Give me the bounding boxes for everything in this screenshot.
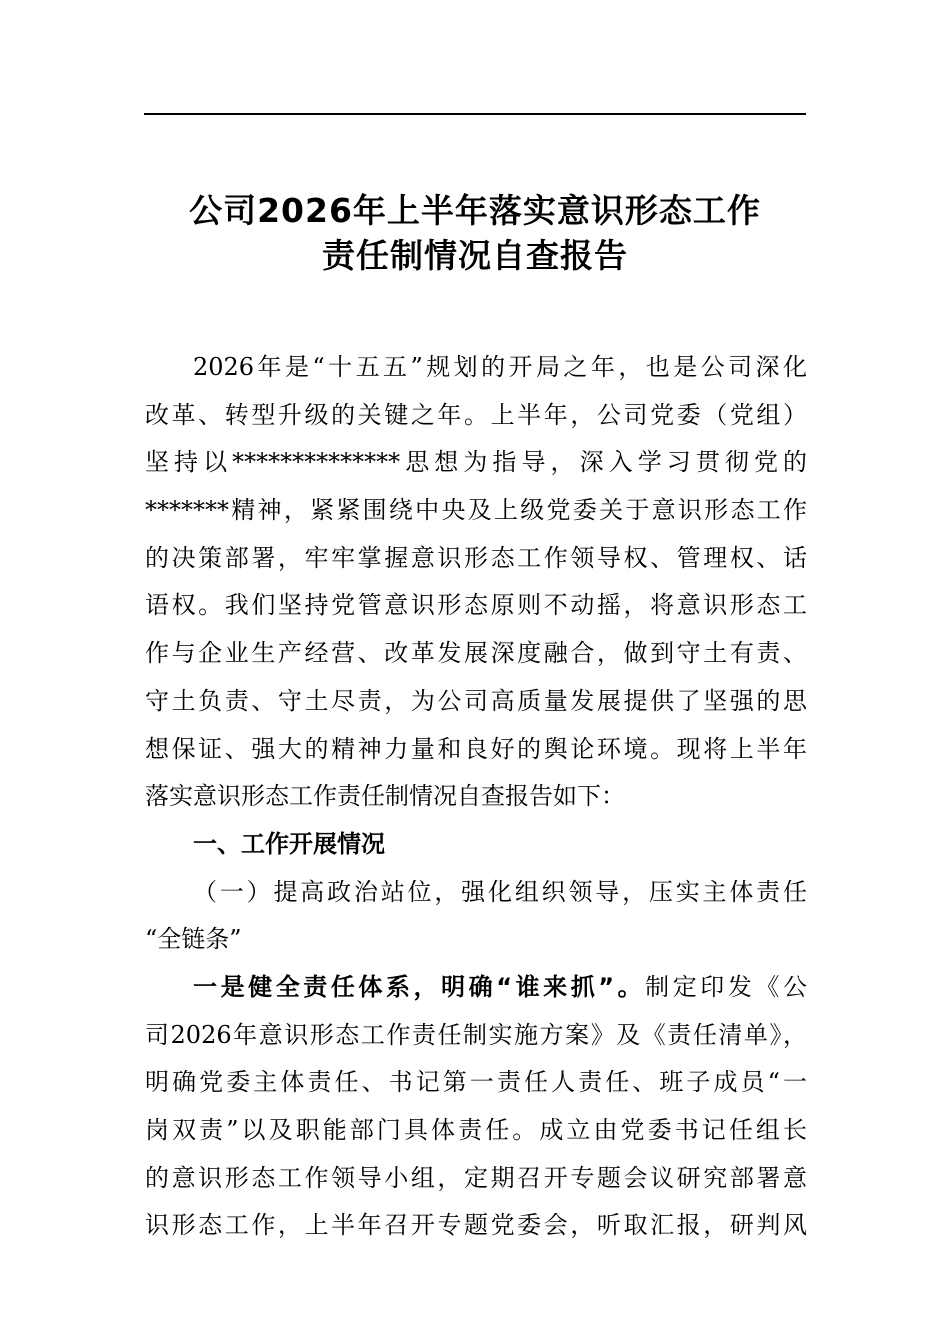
intro-line: 坚持以**************思想为指导，深入学习贯彻党的 xyxy=(145,448,807,477)
point-first-line xyxy=(145,964,807,1012)
document-title-line-2: 责任制情况自查报告 xyxy=(322,236,628,275)
subsection-heading-line-2: “全链条” xyxy=(145,925,242,954)
point-line: 司2026年意识形态工作责任制实施方案》及《责任清单》， xyxy=(145,1020,807,1049)
header-rule xyxy=(144,113,806,115)
intro-line: 落实意识形态工作责任制情况自查报告如下： xyxy=(145,782,625,811)
intro-line: 的决策部署，牢牢掌握意识形态工作领导权、管理权、话 xyxy=(145,543,807,572)
point-lead-bold: 一是健全责任体系，明确“谁来抓”。 xyxy=(193,972,646,1001)
intro-line: 想保证、强大的精神力量和良好的舆论环境。现将上半年 xyxy=(145,734,807,763)
section-heading: 一、工作开展情况 xyxy=(193,829,385,858)
point-line: 的意识形态工作领导小组，定期召开专题会议研究部署意 xyxy=(145,1163,807,1192)
intro-line: 作与企业生产经营、改革发展深度融合，做到守土有责、 xyxy=(145,639,807,668)
intro-line: 守土负责、守土尽责，为公司高质量发展提供了坚强的思 xyxy=(145,686,807,715)
document-body xyxy=(145,344,807,1250)
subsection-heading-line-1: （一）提高政治站位，强化组织领导，压实主体责任 xyxy=(193,877,807,906)
point-line: 明确党委主体责任、书记第一责任人责任、班子成员“一 xyxy=(145,1068,807,1097)
intro-line: 2026年是“十五五”规划的开局之年，也是公司深化 xyxy=(193,353,807,381)
document-title-line-1: 公司2026年上半年落实意识形态工作 xyxy=(189,191,761,230)
point-line: 岗双责”以及职能部门具体责任。成立由党委书记任组长 xyxy=(145,1116,807,1144)
intro-line: 语权。我们坚持党管意识形态原则不动摇，将意识形态工 xyxy=(145,591,807,620)
point-line: 识形态工作，上半年召开专题党委会，听取汇报，研判风 xyxy=(145,1211,807,1240)
intro-line: *******精神，紧紧围绕中央及上级党委关于意识形态工作 xyxy=(145,496,807,525)
point-first-rest: 制定印发《公 xyxy=(645,972,808,1001)
intro-line: 改革、转型升级的关键之年。上半年，公司党委（党组） xyxy=(145,400,807,429)
